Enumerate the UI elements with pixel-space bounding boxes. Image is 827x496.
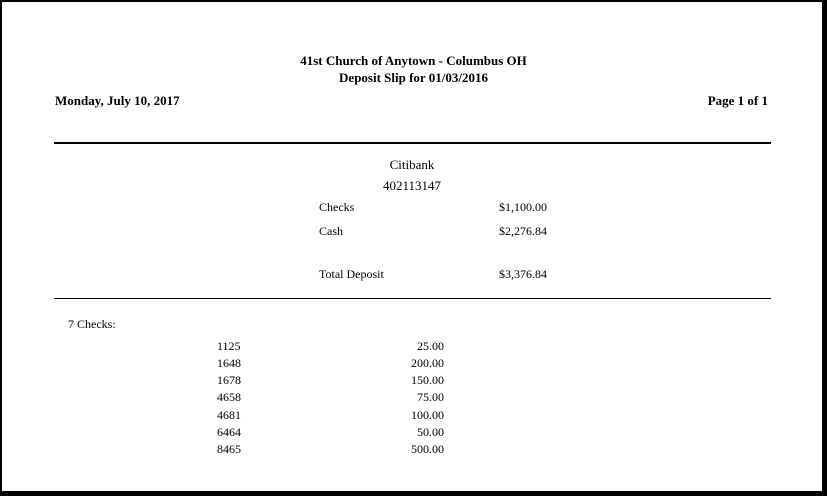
check-amount: 100.00 [411,408,444,422]
checks-label: Checks [319,200,355,214]
check-number: 1648 [217,356,241,370]
check-number: 1678 [217,373,241,387]
bank-name: Citibank [389,157,435,172]
cash-amount: $2,276.84 [499,224,547,238]
page-number: Page 1 of 1 [707,93,768,108]
check-number: 8465 [217,442,241,456]
check-amount: 25.00 [417,339,444,353]
check-amount: 75.00 [417,390,444,404]
check-number: 4681 [217,408,241,422]
header-divider [54,142,771,144]
print-date: Monday, July 10, 2017 [55,93,180,108]
check-number: 4658 [217,390,241,404]
total-deposit-label: Total Deposit [319,267,384,281]
checks-amount: $1,100.00 [499,200,547,214]
summary-divider [54,298,771,299]
check-number: 1125 [217,339,241,353]
bank-account-number: 402113147 [382,178,442,193]
total-deposit-amount: $3,376.84 [499,267,547,281]
check-number: 6464 [217,425,241,439]
check-amount: 200.00 [411,356,444,370]
org-title: 41st Church of Anytown - Columbus OH [300,53,527,68]
check-amount: 150.00 [411,373,444,387]
cash-label: Cash [319,224,343,238]
check-amount: 50.00 [417,425,444,439]
checks-heading: 7 Checks: [68,317,116,331]
check-amount: 500.00 [411,442,444,456]
report-title: Deposit Slip for 01/03/2016 [339,70,488,85]
